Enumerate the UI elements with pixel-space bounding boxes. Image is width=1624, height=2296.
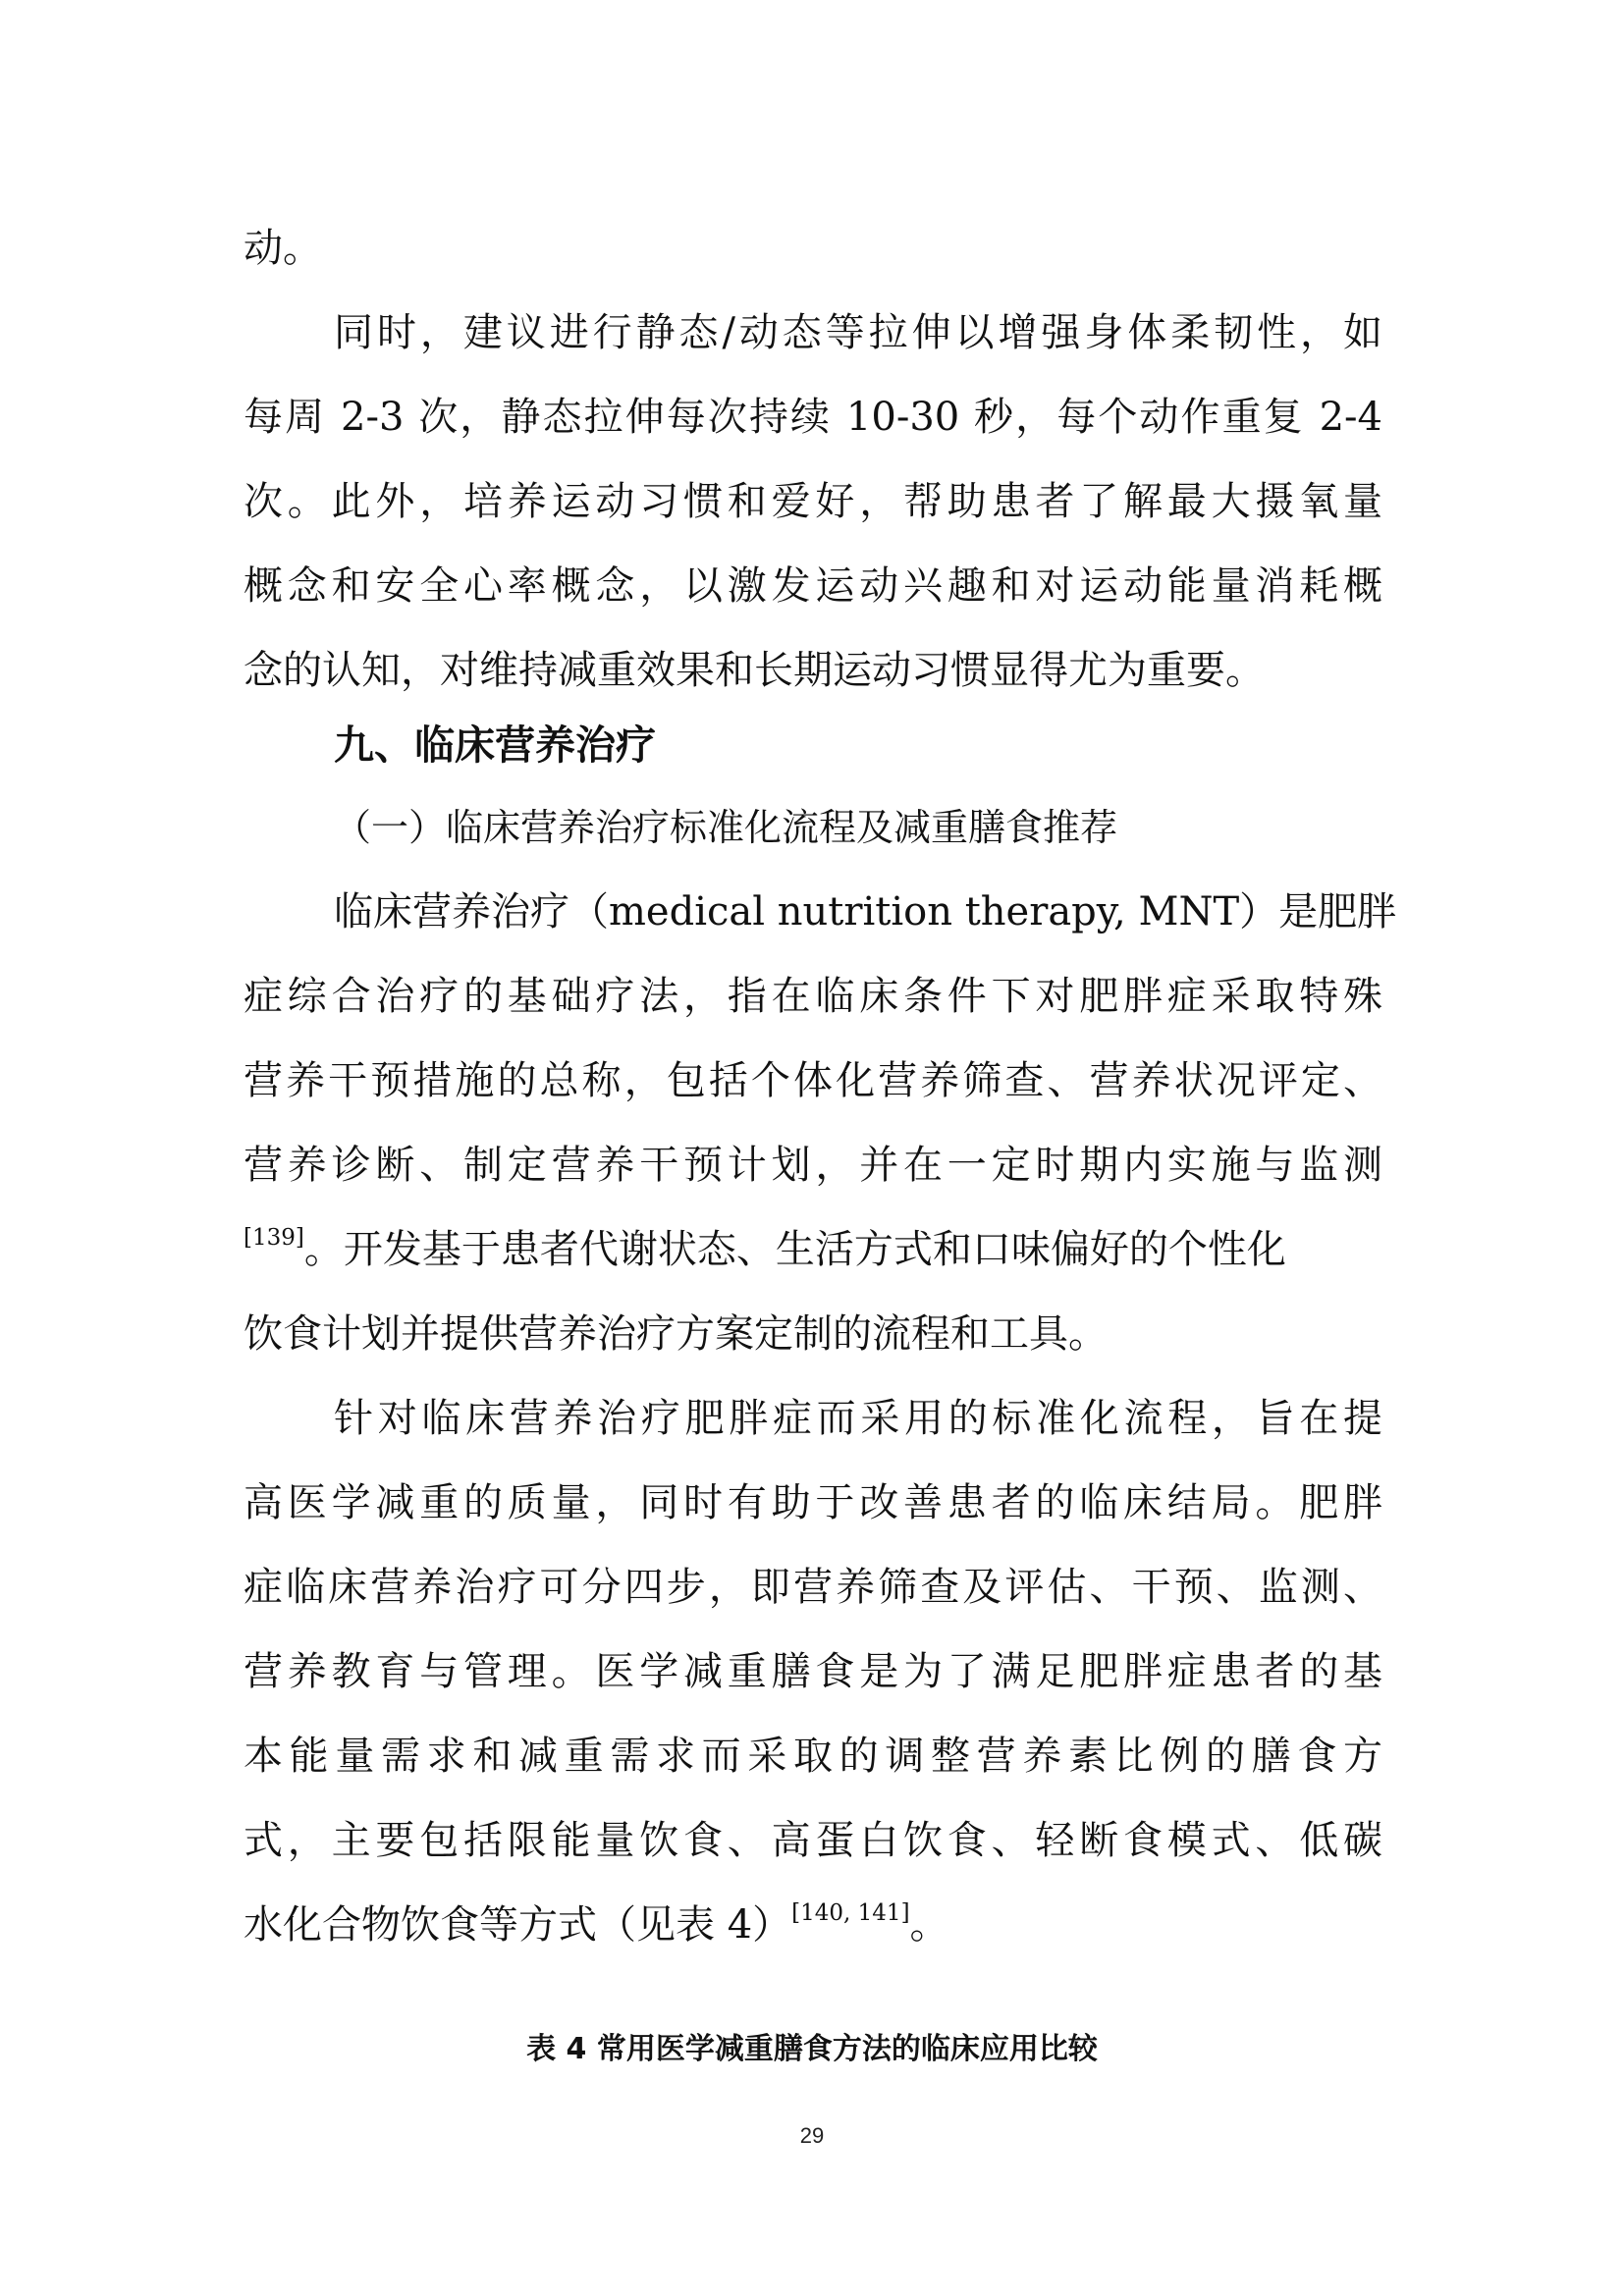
paragraph-line: 针对临床营养治疗肥胖症而采用的标准化流程，旨在提 — [334, 1396, 1382, 1441]
section-heading: 九、临床营养治疗 — [334, 721, 656, 769]
paragraph-line: 症综合治疗的基础疗法，指在临床条件下对肥胖症采取特殊 — [244, 974, 1382, 1019]
table-caption: 表 4 常用医学减重膳食方法的临床应用比较 — [526, 2032, 1098, 2066]
paragraph-line: 念的认知，对维持减重效果和长期运动习惯显得尤为重要。 — [244, 648, 1265, 693]
paragraph-line — [244, 1883, 1382, 1967]
paragraph-line: 饮食计划并提供营养治疗方案定制的流程和工具。 — [244, 1311, 1108, 1357]
paragraph-line: 动。 — [244, 226, 322, 271]
page-number: 29 — [799, 2123, 825, 2148]
paragraph-line: 概念和安全心率概念，以激发运动兴趣和对运动能量消耗概 — [244, 563, 1382, 609]
paragraph-line: 式，主要包括限能量饮食、高蛋白饮食、轻断食模式、低碳 — [244, 1818, 1382, 1863]
paragraph-line — [244, 1207, 1382, 1292]
paragraph-line: 同时，建议进行静态/动态等拉伸以增强身体柔韧性，如 — [334, 310, 1382, 355]
paragraph-line: 临床营养治疗（medical nutrition therapy, MNT）是肥胖 — [334, 889, 1397, 934]
citation-ref: [139] — [244, 1225, 304, 1251]
paragraph-text: 水化合物饮食等方式（见表 4） — [244, 1902, 792, 1948]
paragraph-line: 营养教育与管理。医学减重膳食是为了满足肥胖症患者的基 — [244, 1649, 1382, 1694]
paragraph-line: 症临床营养治疗可分四步，即营养筛查及评估、干预、监测、 — [244, 1565, 1382, 1610]
paragraph-line: 每周 2-3 次，静态拉伸每次持续 10-30 秒，每个动作重复 2-4 — [244, 395, 1382, 440]
paragraph-line: 营养诊断、制定营养干预计划，并在一定时期内实施与监测 — [244, 1143, 1382, 1188]
paragraph-text: 。开发基于患者代谢状态、生活方式和口味偏好的个性化 — [303, 1227, 1286, 1272]
paragraph-line: 次。此外，培养运动习惯和爱好，帮助患者了解最大摄氧量 — [244, 479, 1382, 524]
paragraph-line: 高医学减重的质量，同时有助于改善患者的临床结局。肥胖 — [244, 1480, 1382, 1525]
subsection-heading: （一）临床营养治疗标准化流程及减重膳食推荐 — [334, 806, 1118, 849]
paragraph-line: 营养干预措施的总称，包括个体化营养筛查、营养状况评定、 — [244, 1058, 1382, 1103]
citation-ref: [140, 141] — [791, 1900, 910, 1926]
paragraph-line: 本能量需求和减重需求而采取的调整营养素比例的膳食方 — [244, 1734, 1382, 1779]
paragraph-text: 。 — [909, 1902, 949, 1948]
